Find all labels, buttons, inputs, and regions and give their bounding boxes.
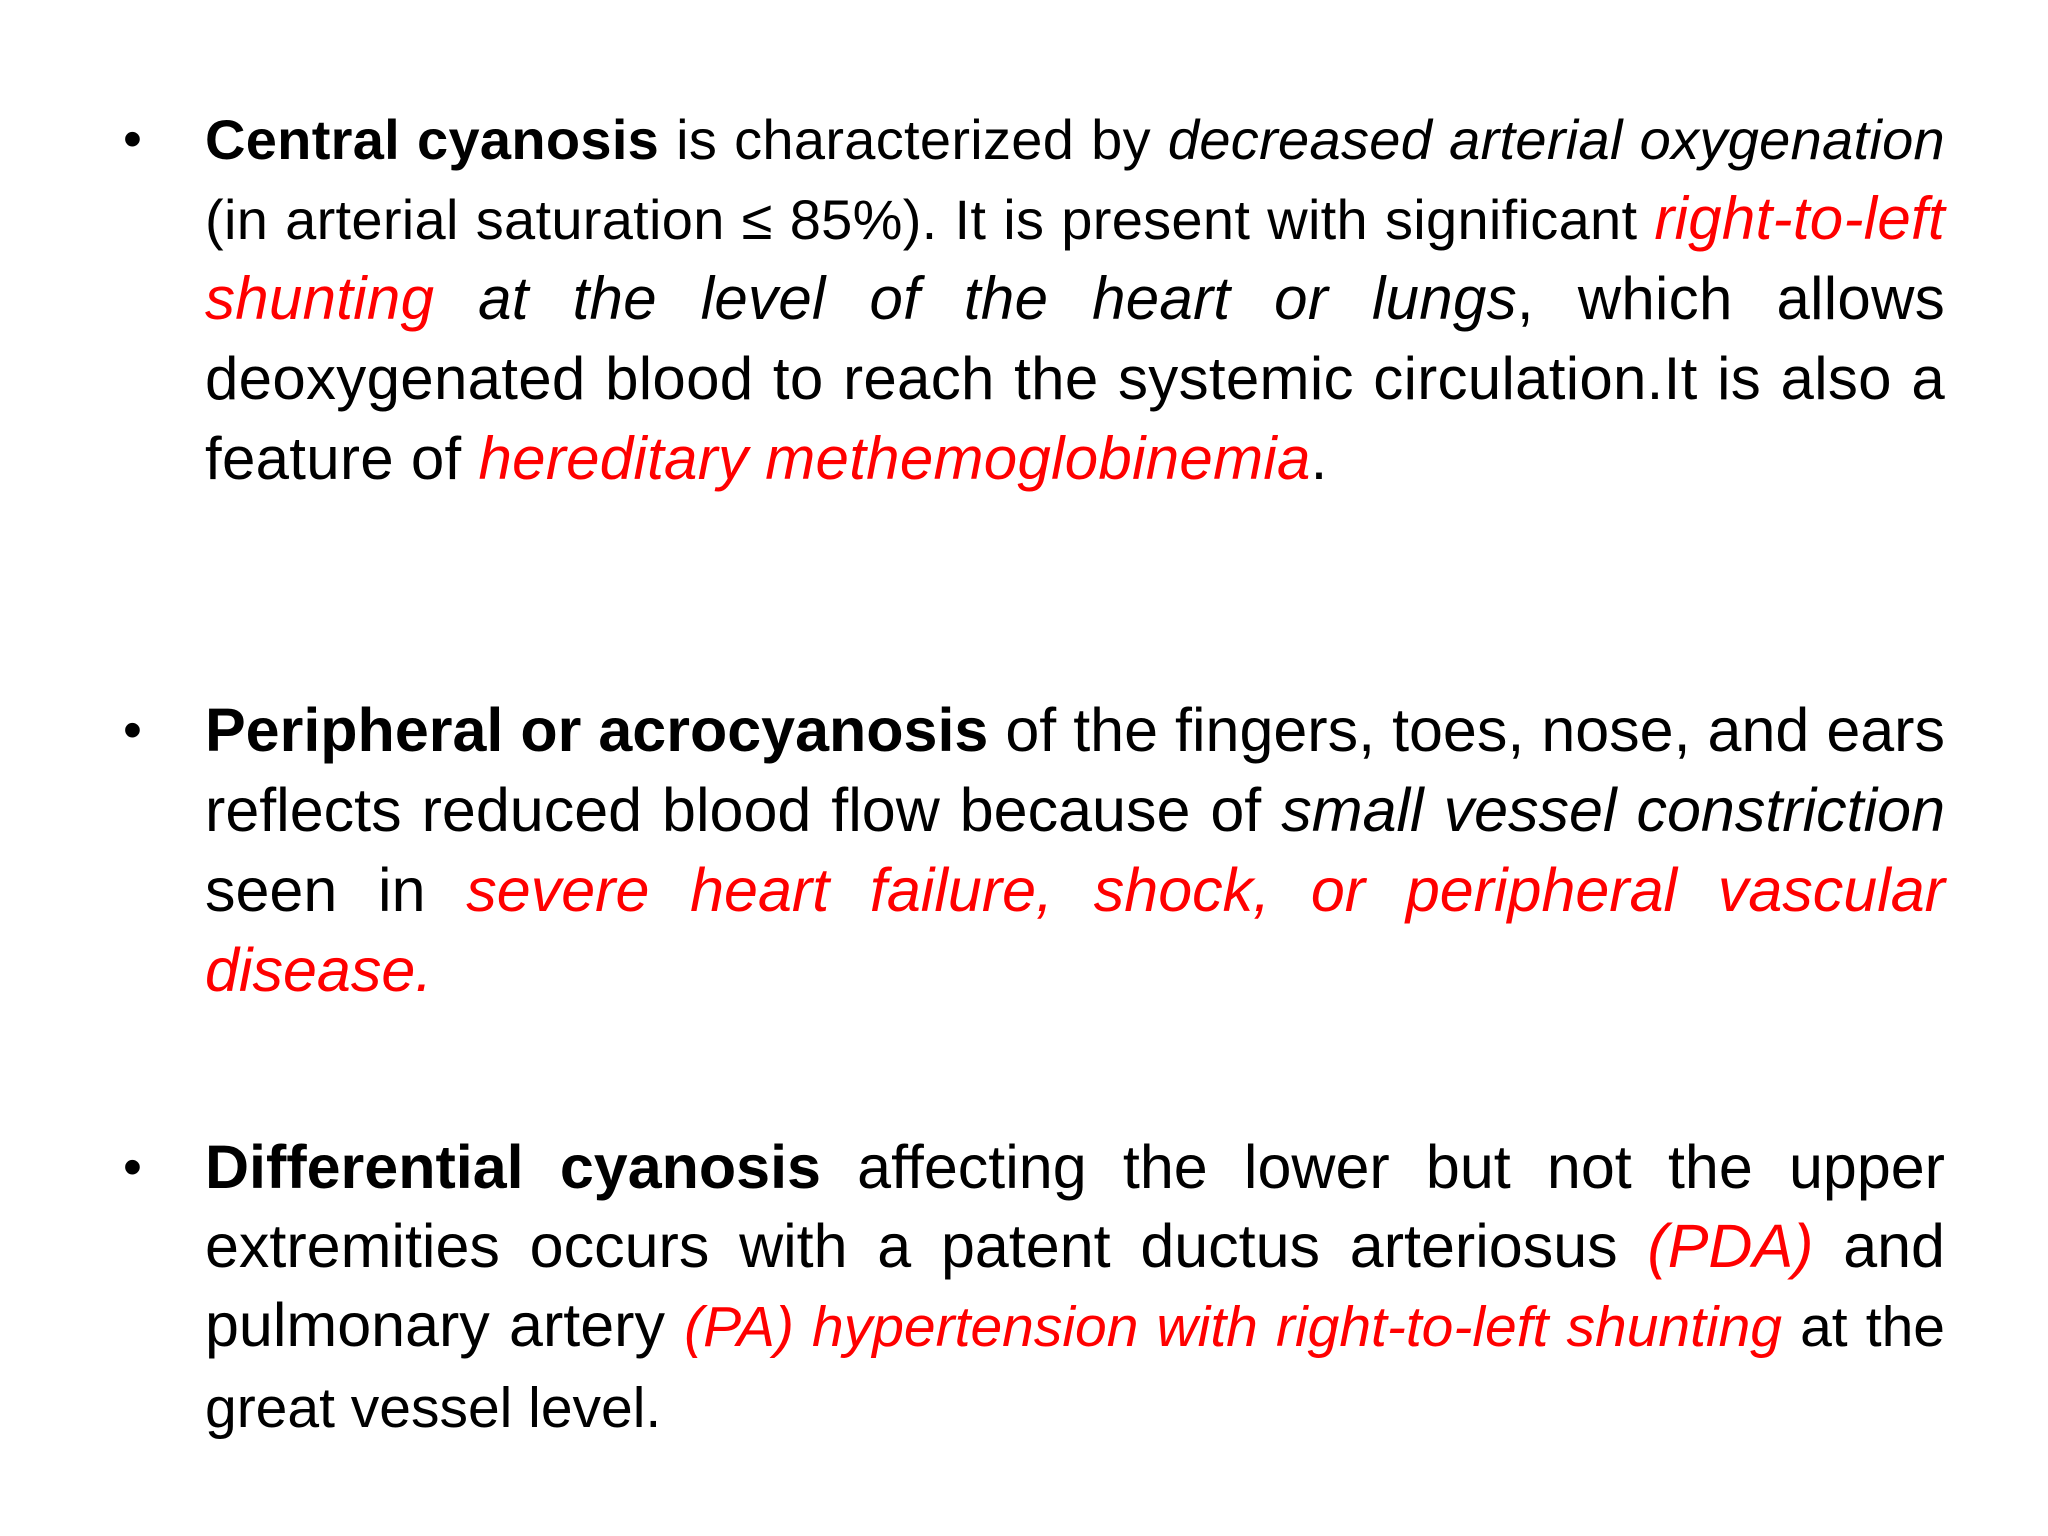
term-central-cyanosis: Central cyanosis	[205, 108, 660, 171]
text-segment: is characterized by	[659, 108, 1168, 171]
bullet-marker: •	[123, 1137, 142, 1197]
bullet-differential-cyanosis	[123, 1128, 1945, 1448]
emphasis-heart-or-lungs: at the level of the heart or lungs	[434, 265, 1517, 332]
text-segment: affecting the lower but not the upper extremities occurs with a patent ductus arteriosus	[205, 1133, 1945, 1280]
highlight-pa-hypertension: (PA) hypertension with right-to-left shunting	[684, 1295, 1782, 1359]
text-segment: of the fingers, toes, nose, and ears reflects reduced blood flow because of	[205, 696, 1945, 844]
highlight-hereditary-methemoglobinemia: hereditary methemoglobinemia	[478, 425, 1311, 492]
text-segment: seen in	[205, 856, 467, 924]
text-segment: at the great vessel level.	[205, 1295, 1945, 1440]
text-segment: , which allows deoxygenated blood to reach the systemic circulation.It is also a feature of	[205, 265, 1945, 492]
text-segment: .	[1310, 425, 1328, 492]
term-peripheral-acrocyanosis: Peripheral or acrocyanosis	[205, 696, 989, 764]
emphasis-decreased-oxygenation: decreased arterial oxygenation	[1167, 108, 1945, 171]
term-differential-cyanosis: Differential cyanosis	[205, 1133, 821, 1201]
bullet-peripheral-cyanosis	[123, 690, 1945, 1010]
text-segment: and pulmonary artery	[205, 1212, 1945, 1359]
emphasis-small-vessel-constriction: small vessel constriction	[1281, 776, 1945, 844]
highlight-severe-heart-failure: severe heart failure, shock, or peripheral vascular disease.	[205, 856, 1945, 1004]
highlight-pda: (PDA)	[1647, 1212, 1814, 1280]
text-segment: (in arterial saturation ≤ 85%). It is present with significant	[205, 188, 1655, 251]
bullet-central-cyanosis	[123, 100, 1945, 499]
bullet-marker: •	[123, 109, 143, 169]
bullet-marker: •	[123, 700, 142, 760]
highlight-right-to-left-shunting: right-to-left shunting	[205, 185, 1945, 332]
